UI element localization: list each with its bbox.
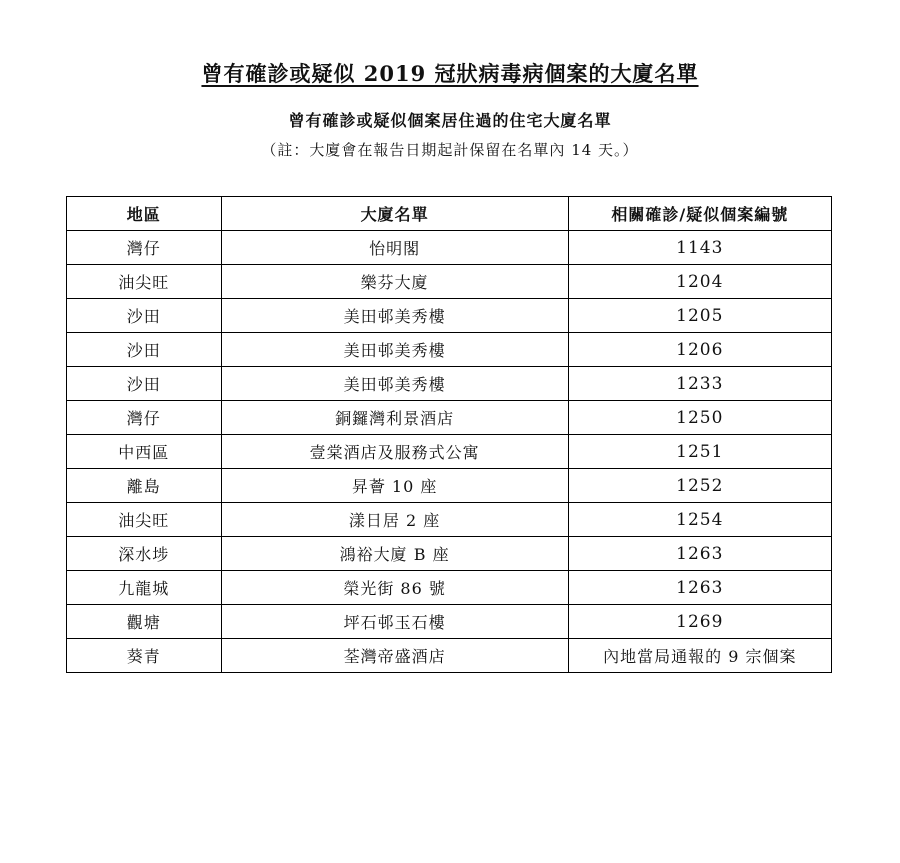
cell-case-number: 1254 — [568, 503, 831, 537]
cell-building: 美田邨美秀樓 — [221, 367, 568, 401]
cell-case-number: 1251 — [568, 435, 831, 469]
table-row — [67, 435, 832, 469]
cell-district: 油尖旺 — [67, 503, 222, 537]
table-row — [67, 537, 832, 571]
cell-district: 離島 — [67, 469, 222, 503]
table-row — [67, 401, 832, 435]
cell-case-number: 內地當局通報的 9 宗個案 — [568, 639, 831, 673]
cell-case-number: 1252 — [568, 469, 831, 503]
cell-case-number: 1269 — [568, 605, 831, 639]
cell-district: 灣仔 — [67, 401, 222, 435]
cell-building: 漾日居 2 座 — [221, 503, 568, 537]
cell-case-number: 1204 — [568, 265, 831, 299]
cell-building: 怡明閣 — [221, 231, 568, 265]
header-building: 大廈名單 — [221, 197, 568, 231]
cell-building: 昇薈 10 座 — [221, 469, 568, 503]
cell-building: 壹棠酒店及服務式公寓 — [221, 435, 568, 469]
table-row — [67, 367, 832, 401]
header-district: 地區 — [67, 197, 222, 231]
cell-district: 沙田 — [67, 367, 222, 401]
cell-district: 觀塘 — [67, 605, 222, 639]
table-row — [67, 333, 832, 367]
cell-district: 油尖旺 — [67, 265, 222, 299]
cell-building: 坪石邨玉石樓 — [221, 605, 568, 639]
cell-building: 鴻裕大廈 B 座 — [221, 537, 568, 571]
table-body — [67, 231, 832, 673]
cell-building: 榮光街 86 號 — [221, 571, 568, 605]
document-title: 曾有確診或疑似 2019 冠狀病毒病個案的大廈名單 — [201, 61, 699, 86]
cell-district: 葵青 — [67, 639, 222, 673]
table-row — [67, 571, 832, 605]
cell-case-number: 1263 — [568, 571, 831, 605]
cell-case-number: 1263 — [568, 537, 831, 571]
table-row — [67, 469, 832, 503]
table-row — [67, 639, 832, 673]
cell-building: 美田邨美秀樓 — [221, 299, 568, 333]
cell-case-number: 1233 — [568, 367, 831, 401]
table-row — [67, 605, 832, 639]
cell-district: 沙田 — [67, 333, 222, 367]
cell-district: 深水埗 — [67, 537, 222, 571]
cell-district: 九龍城 — [67, 571, 222, 605]
cell-case-number: 1205 — [568, 299, 831, 333]
cell-district: 灣仔 — [67, 231, 222, 265]
table-row — [67, 231, 832, 265]
cell-district: 沙田 — [67, 299, 222, 333]
cell-case-number: 1206 — [568, 333, 831, 367]
header-case-number: 相關確診/疑似個案編號 — [568, 197, 831, 231]
cell-building: 銅鑼灣利景酒店 — [221, 401, 568, 435]
cell-case-number: 1250 — [568, 401, 831, 435]
cell-building: 樂芬大廈 — [221, 265, 568, 299]
table-row — [67, 503, 832, 537]
table-row — [67, 299, 832, 333]
table-row — [67, 265, 832, 299]
cell-building: 美田邨美秀樓 — [221, 333, 568, 367]
retention-note: （註：大廈會在報告日期起計保留在名單內 14 天。） — [261, 141, 639, 159]
table-header-row — [67, 197, 832, 231]
cell-district: 中西區 — [67, 435, 222, 469]
document-subtitle: 曾有確診或疑似個案居住過的住宅大廈名單 — [288, 111, 612, 130]
cell-building: 荃灣帝盛酒店 — [221, 639, 568, 673]
cell-case-number: 1143 — [568, 231, 831, 265]
building-list-table — [66, 196, 832, 673]
